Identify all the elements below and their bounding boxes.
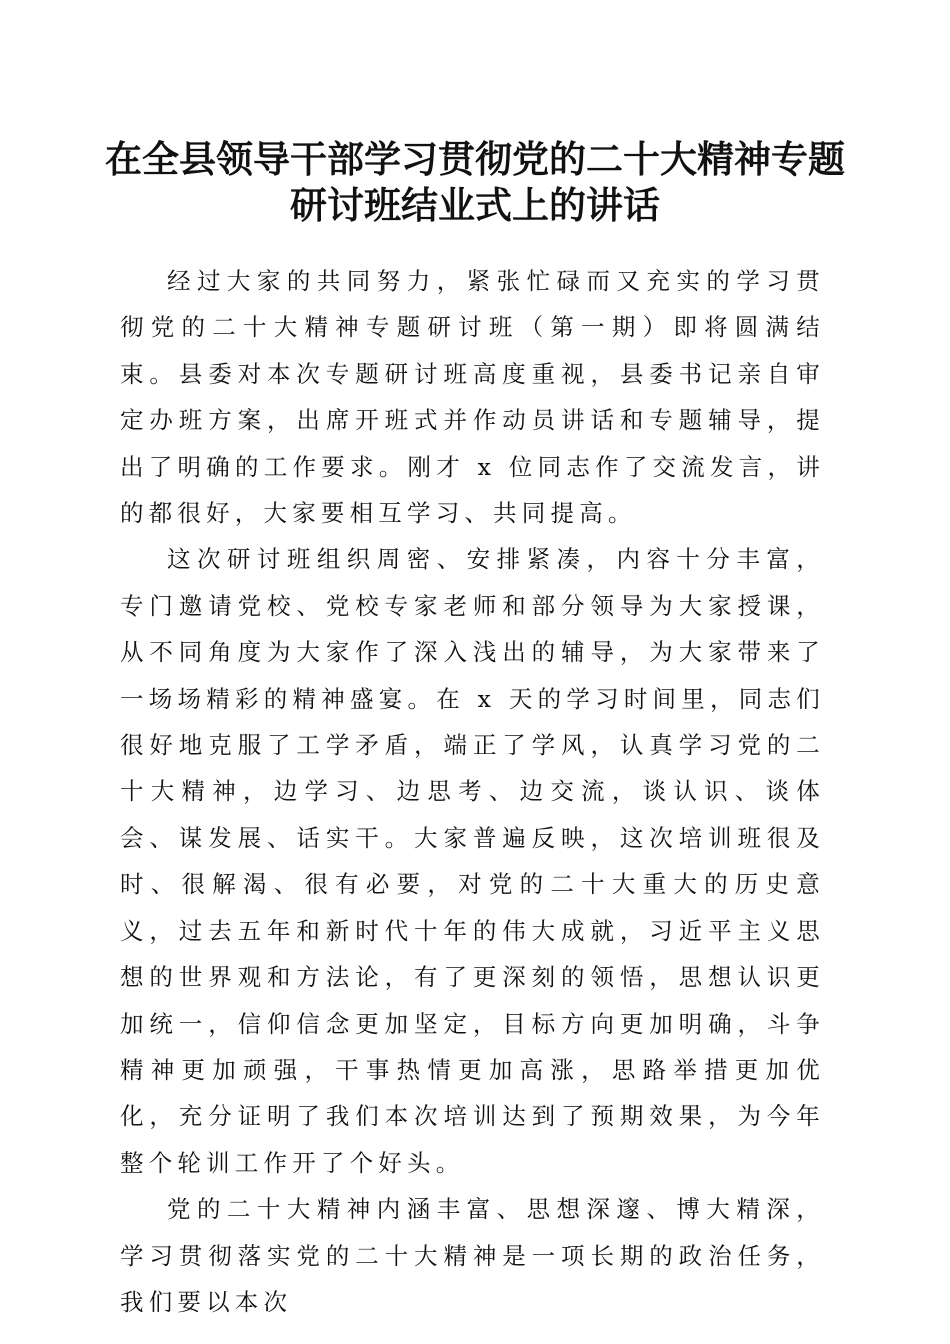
title-line-2: 研讨班结业式上的讲话 [290,183,660,227]
document-body [120,258,825,1325]
paragraph-3: 党的二十大精神内涵丰富、思想深邃、博大精深，学习贯彻落实党的二十大精神是一项长期的政治任务，我们要以本次 [120,1195,825,1316]
document-title [100,136,850,228]
paragraph-2: 这次研讨班组织周密、安排紧凑，内容十分丰富，专门邀请党校、党校专家老师和部分领导为大家授课，从不同角度为大家作了深入浅出的辅导，为大家带来了一场场精彩的精神盛宴。在 x 天的学习时间里，同志们很好地克服了工学矛盾，端正了学风，认真学习党的二十大精神，边学习、边思考、边交流，谈认识、谈体会、谋发展、话实干。大家普遍反映，这次培训班很及时、很解渴、很有必要，对党的二十大重大的历史意义，过去五年和新时代十年的伟大成就，习近平主义思想的世界观和方法论，有了更深刻的领悟，思想认识更加统一，信仰信念更加坚定，目标方向更加明确，斗争精神更加顽强，干事热情更加高涨，思路举措更加优化，充分证明了我们本次培训达到了预期效果，为今年整个轮训工作开了个好头。 [120,545,825,1177]
paragraph-1: 经过大家的共同努力，紧张忙碌而又充实的学习贯彻党的二十大精神专题研讨班（第一期）即将圆满结束。县委对本次专题研讨班高度重视，县委书记亲自审定办班方案，出席开班式并作动员讲话和专题辅导，提出了明确的工作要求。刚才 x 位同志作了交流发言，讲的都很好，大家要相互学习、共同提高。 [120,267,825,528]
title-line-1: 在全县领导干部学习贯彻党的二十大精神专题 [105,137,845,181]
